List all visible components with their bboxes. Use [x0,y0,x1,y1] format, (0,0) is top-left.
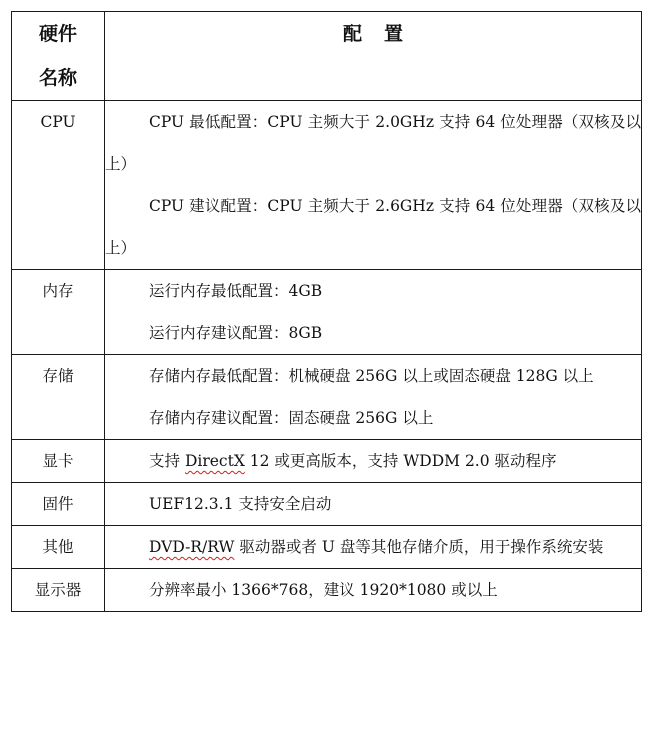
row-config [105,270,642,355]
table-row-memory [12,270,642,355]
config-text: 支持 [149,452,185,470]
header-hardware-name [12,12,105,101]
row-name: 固件 [12,483,105,526]
header-configuration [105,12,642,101]
table-row-display [12,569,642,612]
row-name: CPU [12,101,105,270]
header-name-line2: 名称 [38,67,77,89]
row-name: 内存 [12,270,105,355]
table-row-graphics [12,440,642,483]
config-line: UEF12.3.1 支持安全启动 [149,495,332,513]
hardware-config-table [11,11,642,612]
table-header-row [12,12,642,101]
table-row-storage [12,355,642,440]
config-line: 运行内存最低配置：4GB [149,282,323,300]
row-name: 其他 [12,526,105,569]
row-name: 存储 [12,355,105,440]
row-config [105,569,642,612]
row-config [105,526,642,569]
row-config [105,483,642,526]
config-line: CPU 建议配置：CPU 主频大于 2.6GHz 支持 64 位处理器（双核及以上） [105,197,641,257]
header-config-part2: 置 [384,23,404,45]
row-name: 显示器 [12,569,105,612]
row-config [105,355,642,440]
row-config [105,101,642,270]
spellcheck-marked-text: DirectX [184,452,245,470]
table-row-cpu [12,101,642,270]
row-config [105,440,642,483]
config-line [105,440,641,482]
config-line: 运行内存建议配置：8GB [149,324,323,342]
header-name-line1: 硬件 [38,23,77,45]
config-text: 驱动器或者 U 盘等其他存储介质，用于操作系统安装 [234,538,604,556]
row-name: 显卡 [12,440,105,483]
table-row-firmware [12,483,642,526]
spellcheck-marked-text: DVD-R/RW [149,538,235,556]
config-line [105,526,641,568]
header-config-part1: 配 [342,23,362,45]
config-line: 存储内存最低配置：机械硬盘 256G 以上或固态硬盘 128G 以上 [149,367,594,385]
config-text: 12 或更高版本，支持 WDDM 2.0 驱动程序 [244,452,557,470]
config-line: 分辨率最小 1366*768，建议 1920*1080 或以上 [149,581,498,599]
config-line: 存储内存建议配置：固态硬盘 256G 以上 [149,409,434,427]
table-row-other [12,526,642,569]
config-line: CPU 最低配置：CPU 主频大于 2.0GHz 支持 64 位处理器（双核及以上） [105,113,641,173]
